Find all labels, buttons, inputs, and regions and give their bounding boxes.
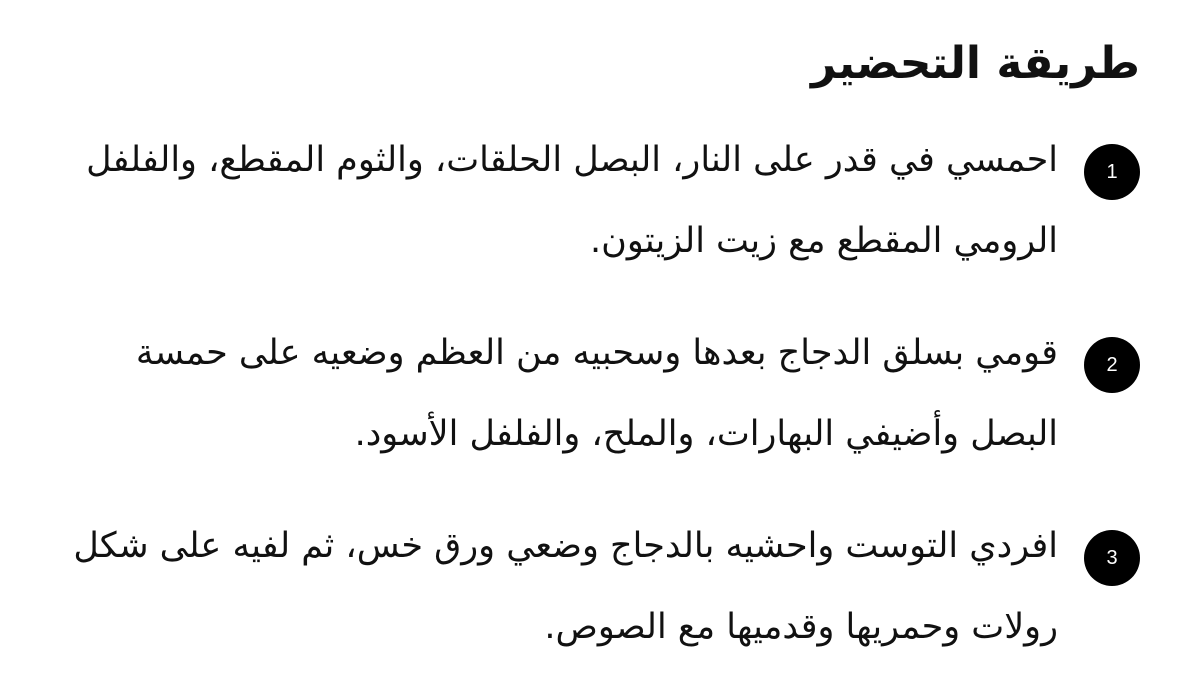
steps-list xyxy=(70,120,1140,668)
step-text: قومي بسلق الدجاج بعدها وسحبيه من العظم وضعيه على حمسة البصل وأضيفي البهارات، والملح، والفلفل الأسود. xyxy=(135,333,1058,454)
step-text: افردي التوست واحشيه بالدجاج وضعي ورق خس، ثم لفيه على شكل رولات وحمريها وقدميها مع الصوص. xyxy=(73,526,1058,647)
step-number-badge: 3 xyxy=(1084,530,1140,586)
step-item xyxy=(70,313,1140,475)
step-item xyxy=(70,120,1140,282)
step-number-badge: 1 xyxy=(1084,144,1140,200)
step-text: احمسي في قدر على النار، البصل الحلقات، والثوم المقطع، والفلفل الرومي المقطع مع زيت الزيتون. xyxy=(86,140,1058,261)
section-title: طريقة التحضير xyxy=(811,38,1140,89)
step-number-badge: 2 xyxy=(1084,337,1140,393)
step-item xyxy=(70,506,1140,668)
